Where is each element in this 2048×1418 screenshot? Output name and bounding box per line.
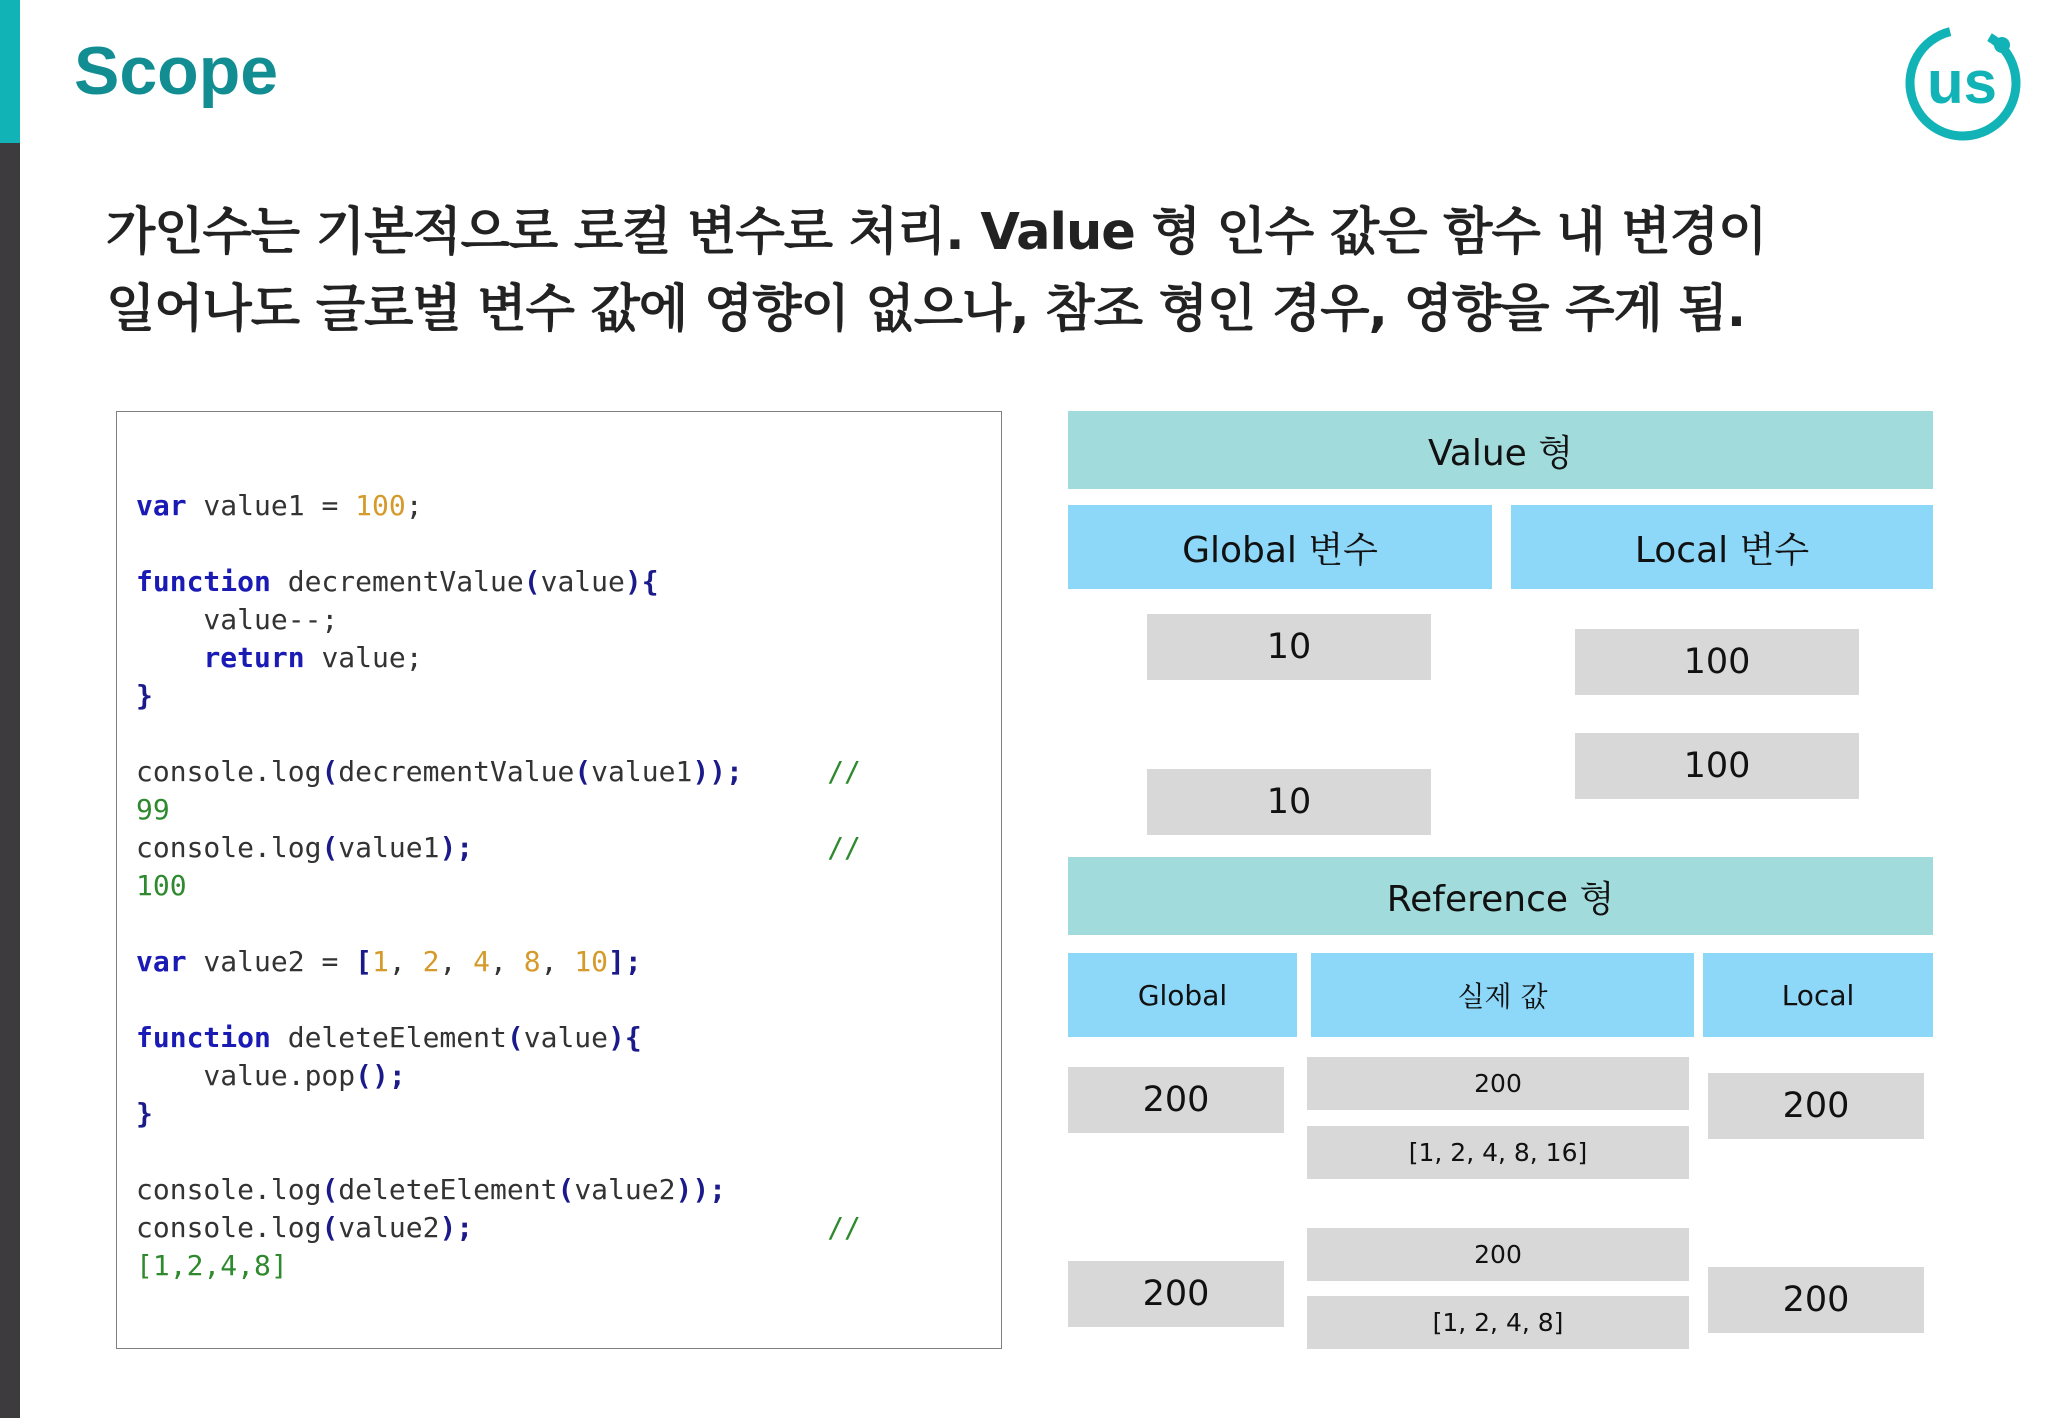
code-line: console.log(value1); // — [136, 831, 861, 864]
code-line: } — [136, 1097, 153, 1130]
reference-local-cell: 200 — [1708, 1267, 1924, 1333]
reference-global-cell: 200 — [1068, 1261, 1284, 1327]
code-panel — [116, 411, 1002, 1349]
code-line: function decrementValue(value){ — [136, 565, 659, 598]
reference-actual-value-header: 실제 값 — [1311, 953, 1694, 1037]
us-logo-icon — [1898, 18, 2028, 148]
side-accent-bar — [0, 0, 20, 143]
headline-line-1: 가인수는 기본적으로 로컬 변수로 처리. Value 형 인수 값은 함수 내 변경이 — [106, 203, 1767, 262]
code-line: console.log(decrementValue(value1)); // — [136, 755, 861, 788]
code-line: value--; — [136, 603, 339, 636]
code-line: var value1 = 100; — [136, 489, 423, 522]
reference-actual-array-cell: [1, 2, 4, 8, 16] — [1307, 1126, 1689, 1179]
value-type-header: Value 형 — [1068, 411, 1933, 489]
side-bar — [0, 0, 20, 1418]
reference-actual-address-cell: 200 — [1307, 1228, 1689, 1281]
code-line: } — [136, 679, 153, 712]
code-line: [1,2,4,8] — [136, 1249, 288, 1282]
reference-type-header: Reference 형 — [1068, 857, 1933, 935]
logo-text: us — [1926, 49, 1998, 116]
value-local-cell: 100 — [1575, 733, 1859, 799]
value-local-header: Local 변수 — [1511, 505, 1933, 589]
value-global-cell: 10 — [1147, 614, 1431, 680]
code-line: value.pop(); — [136, 1059, 406, 1092]
code-line: 100 — [136, 869, 187, 902]
reference-local-cell: 200 — [1708, 1073, 1924, 1139]
reference-global-header: Global — [1068, 953, 1297, 1037]
code-line: 99 — [136, 793, 170, 826]
slide-title: Scope — [74, 33, 279, 109]
reference-actual-address-cell: 200 — [1307, 1057, 1689, 1110]
reference-global-cell: 200 — [1068, 1067, 1284, 1133]
value-local-cell: 100 — [1575, 629, 1859, 695]
value-global-header: Global 변수 — [1068, 505, 1492, 589]
code-line: console.log(deleteElement(value2)); — [136, 1173, 727, 1206]
headline-line-2: 일어나도 글로벌 변수 값에 영향이 없으나, 참조 형인 경우, 영향을 주게 됨. — [106, 280, 1746, 339]
code-line: function deleteElement(value){ — [136, 1021, 642, 1054]
reference-actual-array-cell: [1, 2, 4, 8] — [1307, 1296, 1689, 1349]
code-line: console.log(value2); // — [136, 1211, 861, 1244]
value-global-cell: 10 — [1147, 769, 1431, 835]
code-line: return value; — [203, 641, 423, 674]
reference-local-header: Local — [1703, 953, 1933, 1037]
code-line: var value2 = [1, 2, 4, 8, 10]; — [136, 945, 642, 978]
